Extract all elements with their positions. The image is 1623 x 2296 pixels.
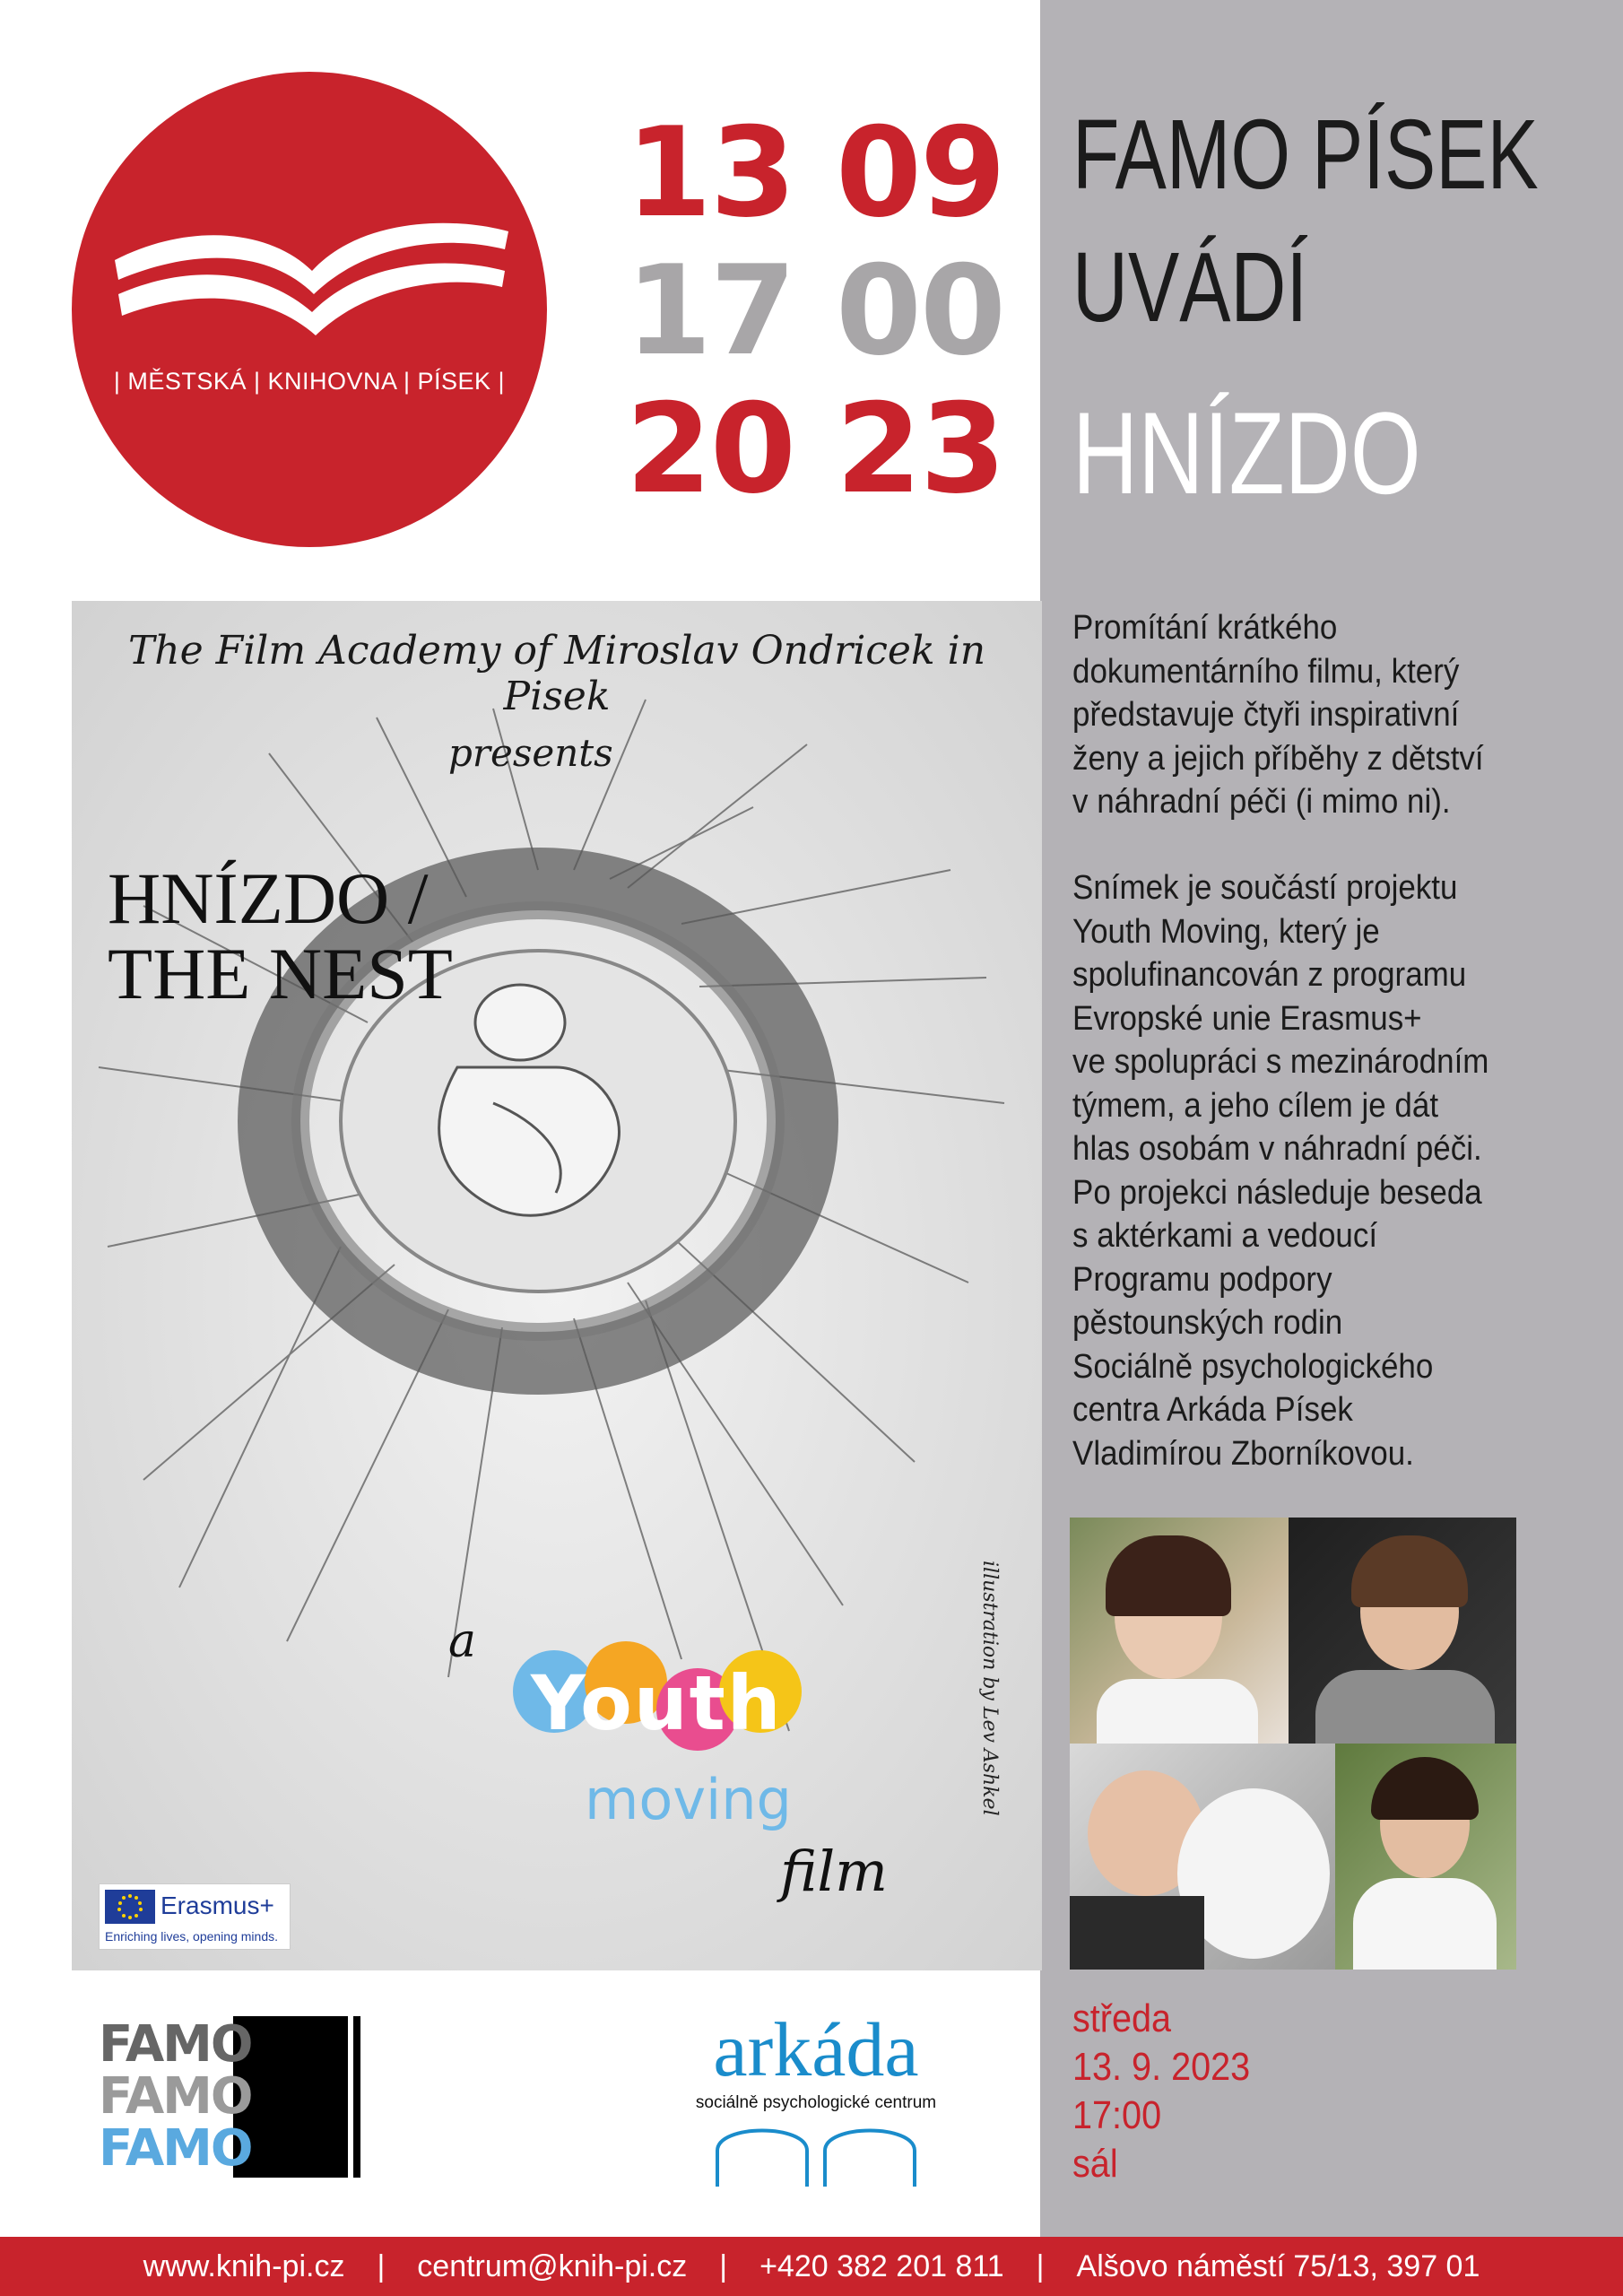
famo-logo[interactable] (99, 2016, 404, 2178)
footer-phone[interactable]: +420 382 201 811 (759, 2248, 1004, 2283)
photo-woman-2 (1289, 1518, 1516, 1744)
erasmus-label: Erasmus+ (161, 1892, 274, 1919)
open-book-icon (72, 72, 547, 547)
photo-woman-3 (1335, 1744, 1516, 1970)
eu-flag-icon (105, 1890, 155, 1924)
heading-famo-pisek: FAMO PÍSEK (1072, 100, 1539, 210)
poster-title-line2: THE NEST (108, 933, 453, 1014)
erasmus-badge[interactable] (99, 1883, 291, 1950)
arkada-logo[interactable] (681, 2006, 950, 2188)
footer-address: Alšovo náměstí 75/13, 397 01 (1076, 2248, 1480, 2283)
event-info: středa 13. 9. 2023 17:00 sál (1072, 1996, 1251, 2186)
description-paragraph-2: Snímek je součástí projektu Youth Moving, který je spolufinancován z programu Evropské unie Erasmus+ ve spolupráci s mezinárodním týmem, a jeho cílem je dát hlas osobám v náhradní péči. Po projekci následuje beseda s aktérkami a vedoucí Programu podpory pěstounských rodin Sociálně psychologického centra Arkáda Písek Vladimírou Zborníkovou. (1072, 869, 1489, 1473)
date-time: 17 00 (625, 239, 1004, 383)
footer-contact-bar (0, 2237, 1623, 2296)
heading-uvadi: UVÁDÍ (1072, 232, 1308, 343)
youth-text: Youth (531, 1659, 783, 1747)
arch-icon (708, 2115, 924, 2187)
arkada-name: arkáda (713, 2006, 919, 2092)
date-year: 20 23 (625, 377, 1004, 521)
footer-separator: | (377, 2248, 386, 2283)
photo-woman-with-dog (1070, 1744, 1335, 1970)
photo-collage (1070, 1518, 1516, 1970)
poster-film: film (780, 1839, 888, 1904)
moving-text: moving (585, 1767, 792, 1832)
library-name: | MĚSTSKÁ | KNIHOVNA | PÍSEK | (113, 368, 506, 395)
heading-hnizdo: HNÍZDO (1072, 387, 1421, 518)
illustration-credit-wrap (977, 1561, 1001, 1830)
library-logo[interactable] (72, 72, 547, 547)
date-day-month: 13 09 (625, 100, 1004, 245)
famo-word-2: FAMO (99, 2067, 252, 2126)
youth-moving-logo (513, 1632, 836, 1857)
description-paragraph-1: Promítání krátkého dokumentárního filmu, který představuje čtyři inspirativní ženy a jejich příběhy z dětství v náhradní péči (i mimo ni). (1072, 609, 1484, 821)
arkada-subtitle: sociálně psychologické centrum (695, 2093, 937, 2112)
poster-a: a (448, 1614, 477, 1668)
footer-separator: | (1036, 2248, 1045, 2283)
poster-academy: The Film Academy of Miroslav Ondricek in Pisek (127, 628, 986, 719)
famo-word-3: FAMO (99, 2119, 252, 2178)
footer-separator: | (719, 2248, 728, 2283)
photo-woman-1 (1070, 1518, 1289, 1744)
poster-presents: presents (448, 731, 613, 775)
footer-email-link[interactable]: centrum@knih-pi.cz (417, 2248, 688, 2283)
footer-website-link[interactable]: www.knih-pi.cz (143, 2248, 345, 2283)
poster-title-line1: HNÍZDO / (108, 857, 429, 939)
erasmus-tagline: Enriching lives, opening minds. (105, 1929, 278, 1944)
film-poster[interactable] (72, 601, 1042, 1970)
illustration-credit: illustration by Lev Ashkel (978, 1561, 1001, 1816)
famo-word-1: FAMO (99, 2015, 252, 2074)
